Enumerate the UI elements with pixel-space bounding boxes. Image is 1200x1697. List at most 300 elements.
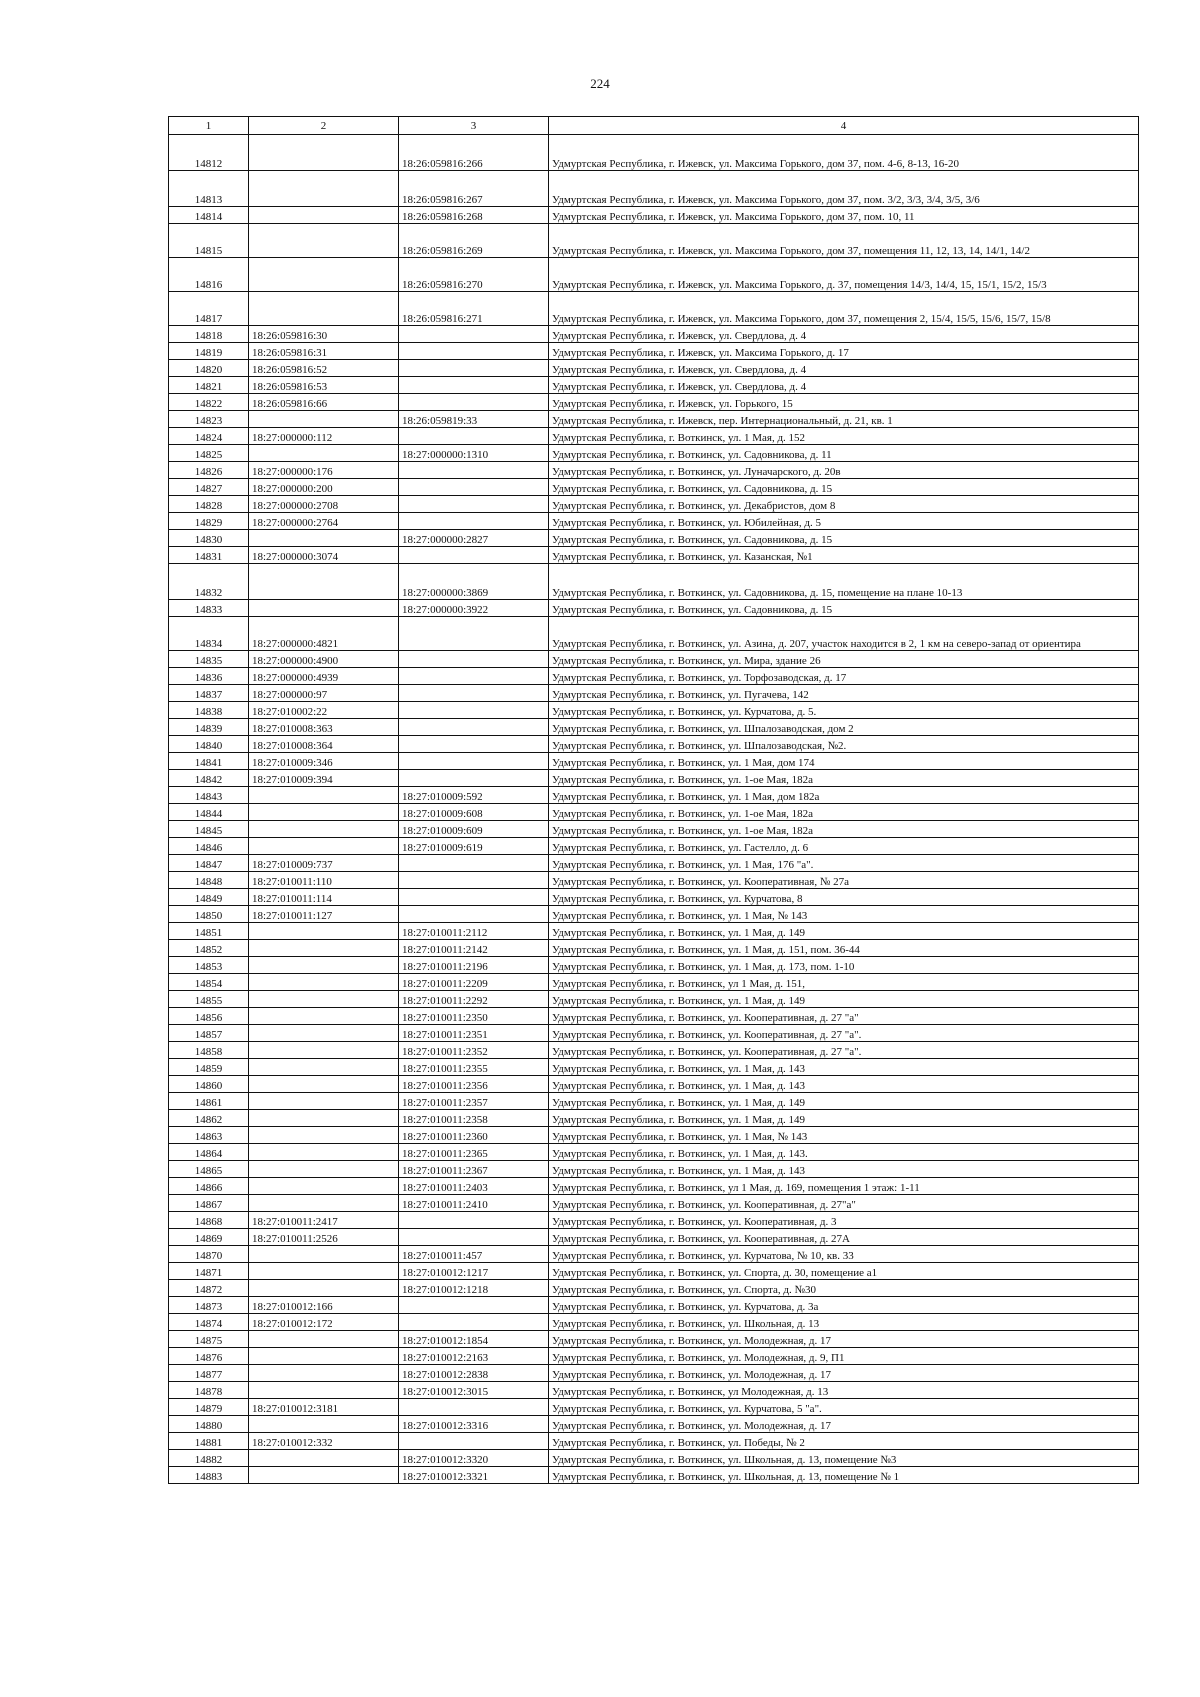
row-number: 14879 bbox=[169, 1399, 249, 1416]
cadastral-number-building: 18:27:010009:592 bbox=[399, 787, 549, 804]
cadastral-number-land bbox=[249, 821, 399, 838]
cadastral-number-land bbox=[249, 1280, 399, 1297]
address: Удмуртская Республика, г. Воткинск, ул. 1-ое Мая, 182а bbox=[549, 804, 1139, 821]
address: Удмуртская Республика, г. Ижевск, ул. Свердлова, д. 4 bbox=[549, 326, 1139, 343]
address: Удмуртская Республика, г. Воткинск, ул. 1 Мая, дом 174 bbox=[549, 753, 1139, 770]
row-number: 14877 bbox=[169, 1365, 249, 1382]
cadastral-number-building bbox=[399, 1433, 549, 1450]
cadastral-number-building: 18:26:059819:33 bbox=[399, 411, 549, 428]
cadastral-number-building bbox=[399, 326, 549, 343]
row-number: 14859 bbox=[169, 1059, 249, 1076]
table-row bbox=[169, 394, 1139, 411]
row-number: 14878 bbox=[169, 1382, 249, 1399]
row-number: 14832 bbox=[169, 564, 249, 600]
address: Удмуртская Республика, г. Воткинск, ул. Молодежная, д. 17 bbox=[549, 1331, 1139, 1348]
cadastral-number-land bbox=[249, 1008, 399, 1025]
cadastral-number-building: 18:26:059816:267 bbox=[399, 171, 549, 207]
cadastral-number-building: 18:27:010011:2367 bbox=[399, 1161, 549, 1178]
row-number: 14858 bbox=[169, 1042, 249, 1059]
cadastral-number-land: 18:27:000000:4821 bbox=[249, 617, 399, 651]
table-row bbox=[169, 787, 1139, 804]
address: Удмуртская Республика, г. Воткинск, ул. 1 Мая, 176 "а". bbox=[549, 855, 1139, 872]
table-row bbox=[169, 1212, 1139, 1229]
cadastral-number-land bbox=[249, 1059, 399, 1076]
table-row bbox=[169, 1161, 1139, 1178]
row-number: 14842 bbox=[169, 770, 249, 787]
address: Удмуртская Республика, г. Воткинск, ул. Декабристов, дом 8 bbox=[549, 496, 1139, 513]
cadastral-number-land: 18:27:010008:364 bbox=[249, 736, 399, 753]
cadastral-number-land bbox=[249, 974, 399, 991]
row-number: 14870 bbox=[169, 1246, 249, 1263]
cadastral-number-building bbox=[399, 872, 549, 889]
cadastral-number-land bbox=[249, 1365, 399, 1382]
cadastral-number-building bbox=[399, 1212, 549, 1229]
table-row bbox=[169, 1246, 1139, 1263]
table-row bbox=[169, 428, 1139, 445]
column-header: 1 bbox=[169, 117, 249, 135]
cadastral-number-land: 18:27:000000:97 bbox=[249, 685, 399, 702]
cadastral-number-building: 18:27:010011:2112 bbox=[399, 923, 549, 940]
table-row bbox=[169, 224, 1139, 258]
row-number: 14815 bbox=[169, 224, 249, 258]
cadastral-number-land: 18:27:010012:166 bbox=[249, 1297, 399, 1314]
cadastral-number-land bbox=[249, 1263, 399, 1280]
address: Удмуртская Республика, г. Ижевск, ул. Максима Горького, дом 37, помещения 2, 15/4, 15/5, 15/6, 15/7, 15/8 bbox=[549, 292, 1139, 326]
cadastral-number-building bbox=[399, 1229, 549, 1246]
cadastral-number-building: 18:27:010011:2360 bbox=[399, 1127, 549, 1144]
row-number: 14829 bbox=[169, 513, 249, 530]
address: Удмуртская Республика, г. Воткинск, ул 1 Мая, д. 169, помещения 1 этаж: 1-11 bbox=[549, 1178, 1139, 1195]
row-number: 14854 bbox=[169, 974, 249, 991]
cadastral-number-building bbox=[399, 855, 549, 872]
address: Удмуртская Республика, г. Воткинск, ул. Садовникова, д. 15 bbox=[549, 530, 1139, 547]
table-row bbox=[169, 1110, 1139, 1127]
cadastral-number-land bbox=[249, 564, 399, 600]
address: Удмуртская Республика, г. Ижевск, ул. Свердлова, д. 4 bbox=[549, 377, 1139, 394]
cadastral-number-land: 18:27:000000:2708 bbox=[249, 496, 399, 513]
cadastral-number-land: 18:27:010011:2526 bbox=[249, 1229, 399, 1246]
cadastral-number-building bbox=[399, 719, 549, 736]
cadastral-number-land: 18:26:059816:53 bbox=[249, 377, 399, 394]
cadastral-number-land: 18:27:000000:2764 bbox=[249, 513, 399, 530]
address: Удмуртская Республика, г. Воткинск, ул. 1-ое Мая, 182а bbox=[549, 770, 1139, 787]
cadastral-number-land bbox=[249, 787, 399, 804]
address: Удмуртская Республика, г. Воткинск, ул. Спорта, д. №30 bbox=[549, 1280, 1139, 1297]
row-number: 14855 bbox=[169, 991, 249, 1008]
cadastral-number-land bbox=[249, 1416, 399, 1433]
table-row bbox=[169, 838, 1139, 855]
row-number: 14826 bbox=[169, 462, 249, 479]
row-number: 14834 bbox=[169, 617, 249, 651]
address: Удмуртская Республика, г. Воткинск, ул. Школьная, д. 13, помещение № 1 bbox=[549, 1467, 1139, 1484]
table-row bbox=[169, 1178, 1139, 1195]
address: Удмуртская Республика, г. Воткинск, ул. Кооперативная, д. 27"а" bbox=[549, 1195, 1139, 1212]
cadastral-number-land bbox=[249, 957, 399, 974]
table-row bbox=[169, 685, 1139, 702]
address: Удмуртская Республика, г. Воткинск, ул. Мира, здание 26 bbox=[549, 651, 1139, 668]
address: Удмуртская Республика, г. Воткинск, ул. Кооперативная, № 27а bbox=[549, 872, 1139, 889]
table-row bbox=[169, 600, 1139, 617]
row-number: 14849 bbox=[169, 889, 249, 906]
cadastral-number-land: 18:26:059816:30 bbox=[249, 326, 399, 343]
cadastral-number-building bbox=[399, 343, 549, 360]
address: Удмуртская Республика, г. Воткинск, ул. 1 Мая, № 143 bbox=[549, 1127, 1139, 1144]
row-number: 14812 bbox=[169, 135, 249, 171]
row-number: 14841 bbox=[169, 753, 249, 770]
cadastral-number-building: 18:27:010011:2356 bbox=[399, 1076, 549, 1093]
cadastral-number-land bbox=[249, 135, 399, 171]
address: Удмуртская Республика, г. Воткинск, ул. Юбилейная, д. 5 bbox=[549, 513, 1139, 530]
address: Удмуртская Республика, г. Воткинск, ул. Гастелло, д. 6 bbox=[549, 838, 1139, 855]
column-header: 4 bbox=[549, 117, 1139, 135]
cadastral-number-land: 18:27:000000:3074 bbox=[249, 547, 399, 564]
table-row bbox=[169, 1365, 1139, 1382]
cadastral-number-building bbox=[399, 617, 549, 651]
table-row bbox=[169, 1263, 1139, 1280]
table-row bbox=[169, 1127, 1139, 1144]
cadastral-number-building: 18:27:000000:1310 bbox=[399, 445, 549, 462]
address: Удмуртская Республика, г. Воткинск, ул. 1 Мая, д. 152 bbox=[549, 428, 1139, 445]
table-row bbox=[169, 1025, 1139, 1042]
table-row bbox=[169, 135, 1139, 171]
table-row bbox=[169, 530, 1139, 547]
cadastral-number-building: 18:27:000000:2827 bbox=[399, 530, 549, 547]
address: Удмуртская Республика, г. Воткинск, ул. 1 Мая, № 143 bbox=[549, 906, 1139, 923]
cadastral-number-building bbox=[399, 651, 549, 668]
cadastral-number-land: 18:27:010011:127 bbox=[249, 906, 399, 923]
row-number: 14857 bbox=[169, 1025, 249, 1042]
row-number: 14860 bbox=[169, 1076, 249, 1093]
row-number: 14867 bbox=[169, 1195, 249, 1212]
address: Удмуртская Республика, г. Ижевск, ул. Максима Горького, дом 37, помещения 11, 12, 13, 14, 14/1, 14/2 bbox=[549, 224, 1139, 258]
cadastral-number-land bbox=[249, 224, 399, 258]
table-row bbox=[169, 1008, 1139, 1025]
address: Удмуртская Республика, г. Воткинск, ул. 1 Мая, д. 149 bbox=[549, 1110, 1139, 1127]
cadastral-number-building bbox=[399, 479, 549, 496]
table-row bbox=[169, 974, 1139, 991]
cadastral-number-building: 18:27:000000:3922 bbox=[399, 600, 549, 617]
cadastral-number-building: 18:27:010011:2357 bbox=[399, 1093, 549, 1110]
address: Удмуртская Республика, г. Ижевск, ул. Свердлова, д. 4 bbox=[549, 360, 1139, 377]
cadastral-number-land bbox=[249, 1178, 399, 1195]
table-row bbox=[169, 651, 1139, 668]
row-number: 14845 bbox=[169, 821, 249, 838]
table-row bbox=[169, 1144, 1139, 1161]
cadastral-number-building: 18:27:010011:2196 bbox=[399, 957, 549, 974]
row-number: 14828 bbox=[169, 496, 249, 513]
row-number: 14813 bbox=[169, 171, 249, 207]
table-row bbox=[169, 1382, 1139, 1399]
row-number: 14873 bbox=[169, 1297, 249, 1314]
table-row bbox=[169, 462, 1139, 479]
cadastral-number-building bbox=[399, 462, 549, 479]
row-number: 14869 bbox=[169, 1229, 249, 1246]
row-number: 14871 bbox=[169, 1263, 249, 1280]
cadastral-number-land bbox=[249, 411, 399, 428]
table-row bbox=[169, 360, 1139, 377]
cadastral-number-building: 18:27:010011:2365 bbox=[399, 1144, 549, 1161]
row-number: 14844 bbox=[169, 804, 249, 821]
table-row bbox=[169, 821, 1139, 838]
row-number: 14876 bbox=[169, 1348, 249, 1365]
address: Удмуртская Республика, г. Воткинск, ул. Курчатова, 5 "а". bbox=[549, 1399, 1139, 1416]
address: Удмуртская Республика, г. Воткинск, ул. 1-ое Мая, 182а bbox=[549, 821, 1139, 838]
table-row bbox=[169, 1331, 1139, 1348]
table-row bbox=[169, 889, 1139, 906]
cadastral-number-land: 18:27:010009:394 bbox=[249, 770, 399, 787]
row-number: 14863 bbox=[169, 1127, 249, 1144]
cadastral-number-land bbox=[249, 1127, 399, 1144]
row-number: 14824 bbox=[169, 428, 249, 445]
table-row bbox=[169, 1280, 1139, 1297]
row-number: 14837 bbox=[169, 685, 249, 702]
row-number: 14866 bbox=[169, 1178, 249, 1195]
table-row bbox=[169, 753, 1139, 770]
address: Удмуртская Республика, г. Ижевск, ул. Максима Горького, д. 17 bbox=[549, 343, 1139, 360]
cadastral-number-building bbox=[399, 428, 549, 445]
address: Удмуртская Республика, г. Воткинск, ул. Курчатова, 8 bbox=[549, 889, 1139, 906]
row-number: 14852 bbox=[169, 940, 249, 957]
row-number: 14833 bbox=[169, 600, 249, 617]
cadastral-number-land bbox=[249, 445, 399, 462]
address: Удмуртская Республика, г. Воткинск, ул. Школьная, д. 13, помещение №3 bbox=[549, 1450, 1139, 1467]
cadastral-number-land bbox=[249, 600, 399, 617]
cadastral-number-building bbox=[399, 1399, 549, 1416]
table-row bbox=[169, 1042, 1139, 1059]
table-row bbox=[169, 855, 1139, 872]
cadastral-number-land bbox=[249, 923, 399, 940]
row-number: 14883 bbox=[169, 1467, 249, 1484]
cadastral-number-building bbox=[399, 360, 549, 377]
address: Удмуртская Республика, г. Ижевск, ул. Горького, 15 bbox=[549, 394, 1139, 411]
table-row bbox=[169, 1229, 1139, 1246]
cadastral-number-building: 18:27:010012:3320 bbox=[399, 1450, 549, 1467]
cadastral-number-building: 18:27:010011:457 bbox=[399, 1246, 549, 1263]
address: Удмуртская Республика, г. Воткинск, ул. Пугачева, 142 bbox=[549, 685, 1139, 702]
table-row bbox=[169, 1416, 1139, 1433]
table-row bbox=[169, 343, 1139, 360]
address: Удмуртская Республика, г. Воткинск, ул. Кооперативная, д. 27 "а". bbox=[549, 1042, 1139, 1059]
cadastral-number-building bbox=[399, 1297, 549, 1314]
cadastral-number-land bbox=[249, 1195, 399, 1212]
address: Удмуртская Республика, г. Воткинск, ул. 1 Мая, д. 143 bbox=[549, 1076, 1139, 1093]
table-row bbox=[169, 1348, 1139, 1365]
address: Удмуртская Республика, г. Воткинск, ул. 1 Мая, д. 149 bbox=[549, 1093, 1139, 1110]
cadastral-number-land bbox=[249, 207, 399, 224]
cadastral-number-building bbox=[399, 513, 549, 530]
cadastral-number-land: 18:27:010012:332 bbox=[249, 1433, 399, 1450]
address: Удмуртская Республика, г. Воткинск, ул 1 Мая, д. 151, bbox=[549, 974, 1139, 991]
row-number: 14836 bbox=[169, 668, 249, 685]
address: Удмуртская Республика, г. Воткинск, ул. 1 Мая, д. 149 bbox=[549, 991, 1139, 1008]
row-number: 14819 bbox=[169, 343, 249, 360]
table-row bbox=[169, 513, 1139, 530]
cadastral-number-land bbox=[249, 1110, 399, 1127]
table-row bbox=[169, 957, 1139, 974]
table-row bbox=[169, 617, 1139, 651]
cadastral-number-building: 18:27:010012:3321 bbox=[399, 1467, 549, 1484]
cadastral-number-land: 18:27:010009:346 bbox=[249, 753, 399, 770]
row-number: 14874 bbox=[169, 1314, 249, 1331]
column-header: 2 bbox=[249, 117, 399, 135]
cadastral-number-building bbox=[399, 770, 549, 787]
row-number: 14822 bbox=[169, 394, 249, 411]
cadastral-number-land bbox=[249, 171, 399, 207]
table-row bbox=[169, 377, 1139, 394]
cadastral-number-land: 18:27:000000:200 bbox=[249, 479, 399, 496]
cadastral-number-land bbox=[249, 991, 399, 1008]
row-number: 14814 bbox=[169, 207, 249, 224]
table-row bbox=[169, 1314, 1139, 1331]
cadastral-number-building: 18:27:010011:2209 bbox=[399, 974, 549, 991]
table-row bbox=[169, 1059, 1139, 1076]
address: Удмуртская Республика, г. Воткинск, ул. Молодежная, д. 17 bbox=[549, 1416, 1139, 1433]
row-number: 14823 bbox=[169, 411, 249, 428]
row-number: 14843 bbox=[169, 787, 249, 804]
table-row bbox=[169, 668, 1139, 685]
cadastral-number-building bbox=[399, 496, 549, 513]
cadastral-number-building: 18:27:010012:1854 bbox=[399, 1331, 549, 1348]
address: Удмуртская Республика, г. Воткинск, ул. Кооперативная, д. 27 "а" bbox=[549, 1008, 1139, 1025]
cadastral-number-building: 18:27:010011:2350 bbox=[399, 1008, 549, 1025]
row-number: 14818 bbox=[169, 326, 249, 343]
row-number: 14821 bbox=[169, 377, 249, 394]
table-body bbox=[169, 135, 1139, 1484]
cadastral-number-building: 18:26:059816:271 bbox=[399, 292, 549, 326]
cadastral-number-land: 18:27:010011:2417 bbox=[249, 1212, 399, 1229]
address: Удмуртская Республика, г. Воткинск, ул. Шпалозаводская, №2. bbox=[549, 736, 1139, 753]
cadastral-number-building bbox=[399, 685, 549, 702]
cadastral-number-building: 18:27:010012:2838 bbox=[399, 1365, 549, 1382]
cadastral-number-land: 18:27:010008:363 bbox=[249, 719, 399, 736]
row-number: 14839 bbox=[169, 719, 249, 736]
address: Удмуртская Республика, г. Воткинск, ул. Школьная, д. 13 bbox=[549, 1314, 1139, 1331]
table-row bbox=[169, 1450, 1139, 1467]
row-number: 14861 bbox=[169, 1093, 249, 1110]
cadastral-number-building: 18:27:010012:2163 bbox=[399, 1348, 549, 1365]
row-number: 14825 bbox=[169, 445, 249, 462]
row-number: 14846 bbox=[169, 838, 249, 855]
cadastral-number-building bbox=[399, 753, 549, 770]
cadastral-number-land bbox=[249, 1382, 399, 1399]
address: Удмуртская Республика, г. Воткинск, ул. Торфозаводская, д. 17 bbox=[549, 668, 1139, 685]
cadastral-number-building: 18:27:010011:2292 bbox=[399, 991, 549, 1008]
table-row bbox=[169, 479, 1139, 496]
row-number: 14840 bbox=[169, 736, 249, 753]
cadastral-number-building bbox=[399, 1314, 549, 1331]
registry-table bbox=[168, 116, 1139, 1484]
table-row bbox=[169, 719, 1139, 736]
address: Удмуртская Республика, г. Воткинск, ул. Кооперативная, д. 27А bbox=[549, 1229, 1139, 1246]
row-number: 14850 bbox=[169, 906, 249, 923]
table-row bbox=[169, 496, 1139, 513]
cadastral-number-building: 18:26:059816:266 bbox=[399, 135, 549, 171]
row-number: 14865 bbox=[169, 1161, 249, 1178]
page-number: 224 bbox=[590, 76, 610, 91]
row-number: 14838 bbox=[169, 702, 249, 719]
cadastral-number-building: 18:27:010009:608 bbox=[399, 804, 549, 821]
row-number: 14875 bbox=[169, 1331, 249, 1348]
address: Удмуртская Республика, г. Воткинск, ул. Садовникова, д. 15, помещение на плане 10-13 bbox=[549, 564, 1139, 600]
row-number: 14848 bbox=[169, 872, 249, 889]
address: Удмуртская Республика, г. Воткинск, ул. Луначарского, д. 20в bbox=[549, 462, 1139, 479]
row-number: 14882 bbox=[169, 1450, 249, 1467]
cadastral-number-building bbox=[399, 547, 549, 564]
table-row bbox=[169, 923, 1139, 940]
address: Удмуртская Республика, г. Воткинск, ул. Шпалозаводская, дом 2 bbox=[549, 719, 1139, 736]
row-number: 14868 bbox=[169, 1212, 249, 1229]
address: Удмуртская Республика, г. Воткинск, ул. Молодежная, д. 17 bbox=[549, 1365, 1139, 1382]
cadastral-number-land: 18:27:010002:22 bbox=[249, 702, 399, 719]
address: Удмуртская Республика, г. Ижевск, ул. Максима Горького, д. 37, помещения 14/3, 14/4, 15, 15/1, 15/2, 15/3 bbox=[549, 258, 1139, 292]
cadastral-number-land bbox=[249, 1093, 399, 1110]
address: Удмуртская Республика, г. Ижевск, ул. Максима Горького, дом 37, пом. 4-6, 8-13, 16-20 bbox=[549, 135, 1139, 171]
table-row bbox=[169, 940, 1139, 957]
row-number: 14881 bbox=[169, 1433, 249, 1450]
address: Удмуртская Республика, г. Воткинск, ул. Кооперативная, д. 3 bbox=[549, 1212, 1139, 1229]
cadastral-number-land: 18:27:010012:3181 bbox=[249, 1399, 399, 1416]
address: Удмуртская Республика, г. Воткинск, ул. Казанская, №1 bbox=[549, 547, 1139, 564]
address: Удмуртская Республика, г. Ижевск, пер. Интернациональный, д. 21, кв. 1 bbox=[549, 411, 1139, 428]
cadastral-number-building: 18:27:010012:1217 bbox=[399, 1263, 549, 1280]
table-row bbox=[169, 411, 1139, 428]
cadastral-number-building bbox=[399, 736, 549, 753]
cadastral-number-building: 18:27:010011:2410 bbox=[399, 1195, 549, 1212]
address: Удмуртская Республика, г. Воткинск, ул Молодежная, д. 13 bbox=[549, 1382, 1139, 1399]
cadastral-number-land: 18:26:059816:52 bbox=[249, 360, 399, 377]
row-number: 14820 bbox=[169, 360, 249, 377]
row-number: 14872 bbox=[169, 1280, 249, 1297]
cadastral-number-land bbox=[249, 1076, 399, 1093]
address: Удмуртская Республика, г. Воткинск, ул. Садовникова, д. 15 bbox=[549, 479, 1139, 496]
cadastral-number-land: 18:27:010011:110 bbox=[249, 872, 399, 889]
row-number: 14880 bbox=[169, 1416, 249, 1433]
cadastral-number-land bbox=[249, 1246, 399, 1263]
address: Удмуртская Республика, г. Ижевск, ул. Максима Горького, дом 37, пом. 3/2, 3/3, 3/4, 3/5, 3/6 bbox=[549, 171, 1139, 207]
table-row bbox=[169, 1076, 1139, 1093]
cadastral-number-land bbox=[249, 1348, 399, 1365]
table-row bbox=[169, 702, 1139, 719]
table-row bbox=[169, 991, 1139, 1008]
cadastral-number-land bbox=[249, 940, 399, 957]
cadastral-number-building: 18:26:059816:268 bbox=[399, 207, 549, 224]
address: Удмуртская Республика, г. Воткинск, ул. 1 Мая, д. 143 bbox=[549, 1161, 1139, 1178]
table-row bbox=[169, 804, 1139, 821]
cadastral-number-land bbox=[249, 838, 399, 855]
cadastral-number-land: 18:27:000000:4900 bbox=[249, 651, 399, 668]
cadastral-number-building bbox=[399, 377, 549, 394]
header-row bbox=[169, 117, 1139, 135]
cadastral-number-building: 18:27:010011:2352 bbox=[399, 1042, 549, 1059]
table-row bbox=[169, 736, 1139, 753]
row-number: 14862 bbox=[169, 1110, 249, 1127]
cadastral-number-land: 18:27:010011:114 bbox=[249, 889, 399, 906]
cadastral-number-land bbox=[249, 1042, 399, 1059]
cadastral-number-land: 18:26:059816:66 bbox=[249, 394, 399, 411]
table-row bbox=[169, 1433, 1139, 1450]
cadastral-number-land: 18:27:000000:112 bbox=[249, 428, 399, 445]
cadastral-number-building: 18:27:010011:2355 bbox=[399, 1059, 549, 1076]
address: Удмуртская Республика, г. Воткинск, ул. 1 Мая, д. 173, пом. 1-10 bbox=[549, 957, 1139, 974]
address: Удмуртская Республика, г. Воткинск, ул. Курчатова, д. 3а bbox=[549, 1297, 1139, 1314]
table-row bbox=[169, 207, 1139, 224]
cadastral-number-land bbox=[249, 804, 399, 821]
address: Удмуртская Республика, г. Воткинск, ул. 1 Мая, д. 143 bbox=[549, 1059, 1139, 1076]
address: Удмуртская Республика, г. Воткинск, ул. Курчатова, № 10, кв. 33 bbox=[549, 1246, 1139, 1263]
row-number: 14827 bbox=[169, 479, 249, 496]
cadastral-number-building bbox=[399, 889, 549, 906]
table-row bbox=[169, 292, 1139, 326]
